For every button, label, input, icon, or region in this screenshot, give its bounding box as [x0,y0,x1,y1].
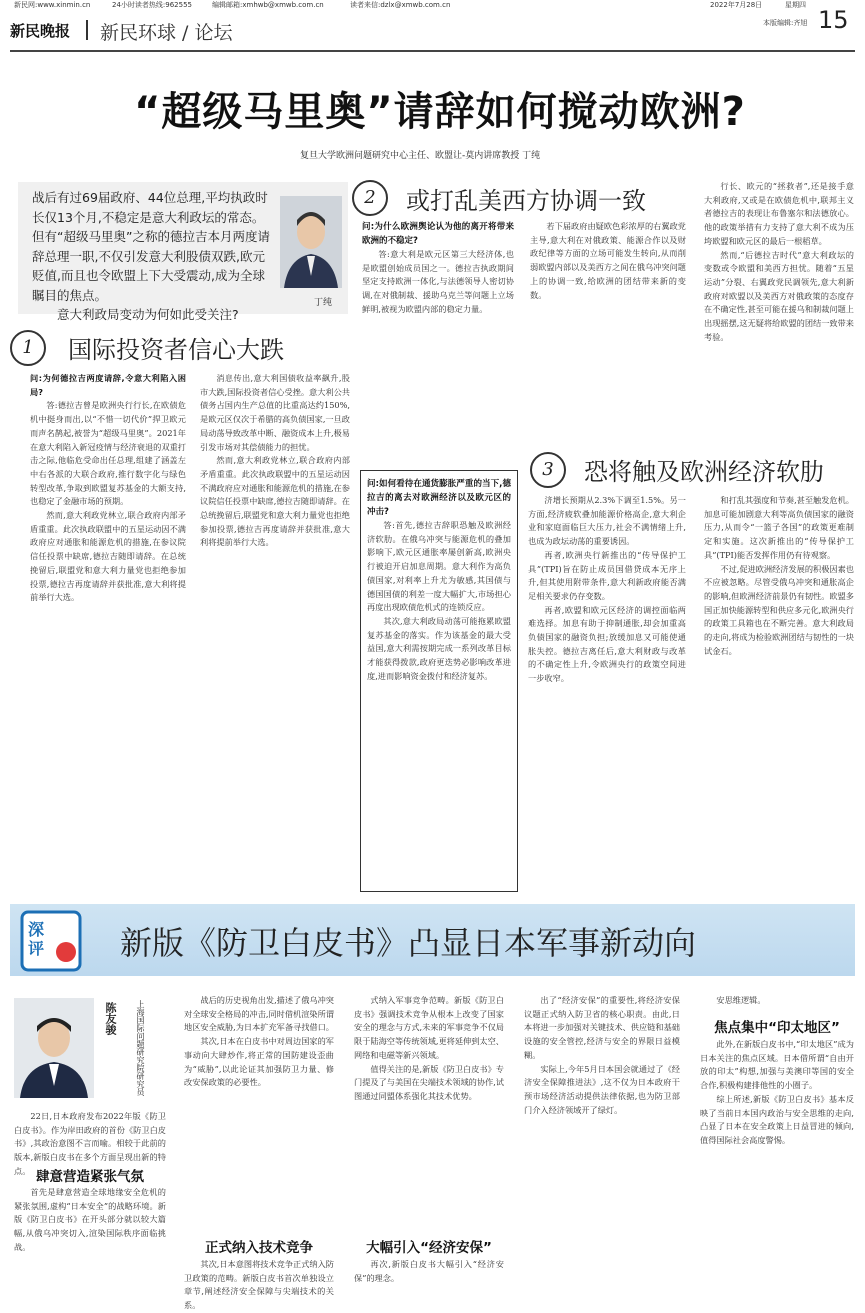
article-2-paragraph: 式纳入军事竞争范畴。新版《防卫白皮书》强调技术竞争从根本上改变了国家安全的理念与方式,未来的军事竞争不仅局限于陆海空等传统领域,更将延伸到太空、网络和电磁等新兴领域。 [354,995,504,1060]
portrait-icon [14,998,94,1098]
article-headline: “超级马里奥”请辞如何搅动欧洲? [134,89,746,135]
section-1-column-2 [200,372,350,892]
article-2-paragraph: 22日,日本政府发布2022年版《防卫白皮书》。作为岸田政府的首份《防卫白皮书》,其政治意图不言而喻。相较于此前的版本,新版白皮书在多个方面呈现出新的特点。 [14,1111,166,1176]
section-1-paragraph: 消息传出,意大利国债收益率飙升,股市大跌,国际投资者信心受挫。意大利公共债务占国内生产总值的比重高达约150%,是欧元区仅次于希腊的高负债国家,一旦政局动荡导致改革中断、融资成本上升,极易引发市场对其偿债能力的担忧。 [200,373,350,452]
subsection-1-title: 肆意营造紧张气氛 [36,1169,144,1185]
article-2-column-1b [14,1186,166,1276]
section-name: 新民环球 / 论坛 [100,22,233,44]
section-1-paragraph: 然而,意大利政党林立,联合政府内部矛盾重重。此次执政联盟中的五星运动因不满政府应对通胀和能源危机的措施,在参议院信任投票中缺席,德拉吉随即请辞。在总统挽留后,联盟党和意大利力量党也拒绝参加投票,德拉吉再度请辞并获批准,意大利将提前举行大选。 [200,455,350,548]
editor-email: 编辑邮箱:xmhwb@xmwb.com.cn [212,1,324,9]
section-2-number: 2 [352,180,388,216]
article-2-paragraph: 安思维逻辑。 [716,995,766,1005]
section-1-title: 国际投资者信心大跌 [68,336,284,364]
article-2-banner [10,904,855,976]
section-3-number: 3 [530,452,566,488]
top-info-bar [0,0,865,9]
author-2-title: 上海国际问题研究院研究员 [136,1000,145,1096]
section-3-paragraph: 答:首先,德拉吉辞职恐触及欧洲经济软肋。在俄乌冲突与能源危机的叠加影响下,欧元区通胀率屡创新高,欧洲央行被迫开启加息周期。意大利作为高负债国家,对利率上升尤为敏感,其国债与德国国债的利差一度大幅扩大,市场担心再度出现欧债危机式的连锁反应。 [367,520,511,613]
portrait-icon [280,196,342,288]
section-2-question: 问:为什么欧洲舆论认为他的离开将带来欧洲的不稳定? [362,222,514,246]
intro-box [18,182,348,322]
section-2-column-3 [704,180,854,460]
intro-text [32,188,272,325]
article-2-paragraph: 首先是肆意营造全球地缘安全危机的紧张氛围,虚构“日本安全”的战略环境。新版《防卫白皮书》在开头部分就以较大篇幅,从俄乌冲突切入,渲染国际秩序面临挑战。 [14,1187,166,1252]
masthead-rule [10,50,855,52]
article-2-column-2 [184,994,334,1234]
section-3-column-2 [528,494,686,890]
article-2-paragraph: 其次,日本意图将技术竞争正式纳入防卫政策的范畴。新版白皮书首次单独设立章节,阐述经济安全保障与尖端技术的关系。 [184,1259,334,1311]
section-2-column-2 [530,220,686,460]
section-3-column-1 [367,477,511,885]
section-1-question: 问:为何德拉吉两度请辞,令意大利陷入困局? [30,373,186,397]
column-logo [20,910,82,972]
hotline: 24小时读者热线:962555 [112,1,192,9]
section-2-paragraph: 若下届政府由疑欧色彩浓厚的右翼政党主导,意大利在对俄政策、能源合作以及财政纪律等方面的立场可能发生转向,从而削弱欧盟内部以及美西方之间在俄乌冲突问题上的协调一致,给欧洲的团结带来新的变数。 [530,221,686,300]
subsection-4-title: 焦点集中“印太地区” [714,1020,840,1036]
reader-email: 读者来信:dzlx@xmwb.com.cn [350,1,451,9]
section-3-question: 问:如何看待在通货膨胀严重的当下,德拉吉的离去对欧洲经济以及欧元区的冲击? [367,479,511,517]
section-3-paragraph: 不过,促进欧洲经济发展的积极因素也不应被忽略。尽管受俄乌冲突和通胀高企的影响,但欧洲经济前景仍有韧性。欧盟多国正加快能源转型和供应多元化,欧洲央行的政策工具箱也在不断完善。意大利政局的走向,将成为检验欧洲团结与韧性的一块试金石。 [704,563,854,656]
article-2-paragraph: 综上所述,新版《防卫白皮书》基本反映了当前日本国内政治与安全思维的走向,凸显了日本在安全政策上日益冒进的倾向,值得国际社会高度警惕。 [700,1093,854,1145]
section-2-paragraph: 行长、欧元的“拯救者”,还是接手意大利政府,又或是在欧债危机中,联邦主义者德拉吉的表现让布鲁塞尔和法德放心。他的政策举措有力支持了意大利不成为压垮欧盟和欧元区的最后一根稻草。 [704,181,854,246]
website: 新民网:www.xinmin.cn [14,1,91,9]
section-1-paragraph: 然而,意大利政党林立,联合政府内部矛盾重重。此次执政联盟中的五星运动因不满政府应对通胀和能源危机的措施,在参议院信任投票中缺席,德拉吉随即请辞。在总统挽留后,联盟党和意大利力量党也拒绝参加投票,德拉吉再度请辞并获批准,意大利将提前举行大选。 [30,510,186,603]
article-2-column-2b [184,1258,334,1311]
section-3-title: 恐将触及欧洲经济软肋 [584,458,824,486]
section-2-paragraph: 然而,“后德拉吉时代”意大利政坛的变数或令欧盟和美西方担忧。随着“五星运动”分裂、右翼政党民调领先,意大利新政府对欧盟以及美西方对俄政策的态度存在不确定性,甚至可能在援乌和制裁问题上出现摇摆,这无疑将给欧盟的团结一致带来考验。 [704,249,854,342]
section-1-paragraph: 答:德拉吉曾是欧洲央行行长,在欧债危机中挺身而出,以“不惜一切代价”捍卫欧元而声名鹊起,被誉为“超级马里奥”。2021年在意大利陷入新冠疫情与经济衰退的双重打击之际,他临危受命出任总理,组建了涵盖左中右各派的大联合政府,推行数字化与绿色转型改革,争取到欧盟复苏基金的大额支持,也稳定了金融市场的预期。 [30,400,186,507]
article-2-paragraph: 此外,在新版白皮书中,“印太地区”成为日本关注的焦点区域。日本借所谓“自由开放的印太”构想,加强与美澳印等国的安全合作,积极构建排他性的小圈子。 [700,1039,854,1091]
intro-paragraph: 战后有过69届政府、44位总理,平均执政时长仅13个月,不稳定是意大利政坛的常态。但有“超级马里奥”之称的德拉吉本月两度请辞总理一职,不仅引发意大利股债双跌,欧元贬值,而且也令欧盟上下大受震动,成为全球瞩目的焦点。 [32,190,270,303]
section-3-paragraph: 和打乱其强度和节奏,甚至触发危机。加息可能加剧意大利等高负债国家的融资压力,从而令“一篮子各国”的政策更难制定和实施。这次新推出的“传导保护工具”(TPI)能否发挥作用仍有待观察。 [704,495,854,560]
article-2-column-5b [700,1038,854,1278]
article-2-paragraph: 出了“经济安保”的重要性,将经济安保议题正式纳入防卫省的核心职责。由此,日本将进一步加强对关键技术、供应链和基础设施的安全管控,经济与安全的界限日益模糊。 [524,995,680,1060]
author-2-photo [14,998,94,1098]
section-3-paragraph: 济增长预期从2.3%下调至1.5%。另一方面,经济疲软叠加能源价格高企,意大利企业和家庭面临巨大压力,社会不满情绪上升,也成为政坛动荡的重要诱因。 [528,495,686,547]
intro-question: 意大利政局变动为何如此受关注? [57,307,239,322]
section-3-box [360,470,518,892]
section-3-paragraph: 其次,意大利政局动荡可能拖累欧盟复苏基金的落实。作为该基金的最大受益国,意大利需按期完成一系列改革目标才能获得拨款,政府更迭势必影响改革进度,进而影响资金拨付和经济复苏。 [367,615,511,681]
section-2-title: 或打乱美西方协调一致 [406,187,646,215]
article-2-paragraph: 值得关注的是,新版《防卫白皮书》专门提及了与美国在尖端技术领域的协作,试图通过同盟体系强化其技术优势。 [354,1063,504,1101]
article-2-paragraph: 其次,日本在白皮书中对周边国家的军事动向大肆炒作,将正常的国防建设歪曲为“威胁”,以此论证其加强防卫力量、修改安保政策的必要性。 [184,1036,334,1088]
subsection-3-title: 大幅引入“经济安保” [366,1240,492,1256]
issue-date: 2022年7月28日 [710,1,763,9]
article-2-paragraph: 实际上,今年5月日本国会就通过了《经济安全保障推进法》,这不仅为日本政府干预市场经济活动提供法律依据,也为防卫部门介入经济领域开了绿灯。 [524,1063,680,1115]
author-photo [280,196,342,288]
newspaper-brand: 新民晚报 [10,22,71,40]
subsection-2-title: 正式纳入技术竞争 [205,1240,313,1256]
page-editor: 本版编辑:齐旭 [763,19,808,27]
article-byline: 复旦大学欧洲问题研究中心主任、欧盟让-莫内讲席教授 丁纯 [300,151,541,161]
article-2-column-3 [354,994,504,1234]
section-2-column-1 [362,220,514,460]
article-2-column-3b [354,1258,504,1283]
article-2-column-1 [14,1110,166,1176]
masthead [10,6,855,48]
section-3-paragraph: 再者,欧盟和欧元区经济的调控面临两难选择。加息有助于抑制通胀,却会加重高负债国家的融资负担;放缓加息又可能使通胀失控。德拉吉离任后,意大利财政与改革的不确定性上升,令欧洲央行的政策空间进一步收窄。 [528,604,686,684]
author-2-name: 陈友骏 [104,1002,117,1035]
section-1-column-1 [30,372,186,892]
author-caption: 丁纯 [314,298,333,308]
page-number: 15 [818,6,849,34]
section-3-paragraph: 再者,欧洲央行新推出的“传导保护工具”(TPI)旨在防止成员国借贷成本无序上升,但其使用附带条件,意大利新政府能否满足相关要求仍存变数。 [528,549,686,601]
article-2-column-5 [700,994,854,1012]
masthead-divider [86,20,88,40]
article-2-headline: 新版《防卫白皮书》凸显日本军事新动向 [120,924,697,962]
issue-weekday: 星期四 [785,1,806,9]
article-2-paragraph: 再次,新版白皮书大幅引入“经济安保”的理念。 [354,1259,504,1283]
section-3-column-3 [704,494,854,890]
section-1-number: 1 [10,330,46,366]
column-name: 深评 [28,920,45,958]
article-2-paragraph: 战后的历史视角出发,描述了俄乌冲突对全球安全格局的冲击,同时借机渲染所谓地区安全威胁,为日本扩充军备寻找借口。 [184,995,334,1033]
section-2-paragraph: 答:意大利是欧元区第三大经济体,也是欧盟创始成员国之一。德拉吉执政期间坚定支持欧洲一体化,与法德领导人密切协调,在对俄制裁、援助乌克兰等问题上立场鲜明,被视为欧盟内部的稳定力量。 [362,249,514,314]
article-2-column-4 [524,994,680,1278]
